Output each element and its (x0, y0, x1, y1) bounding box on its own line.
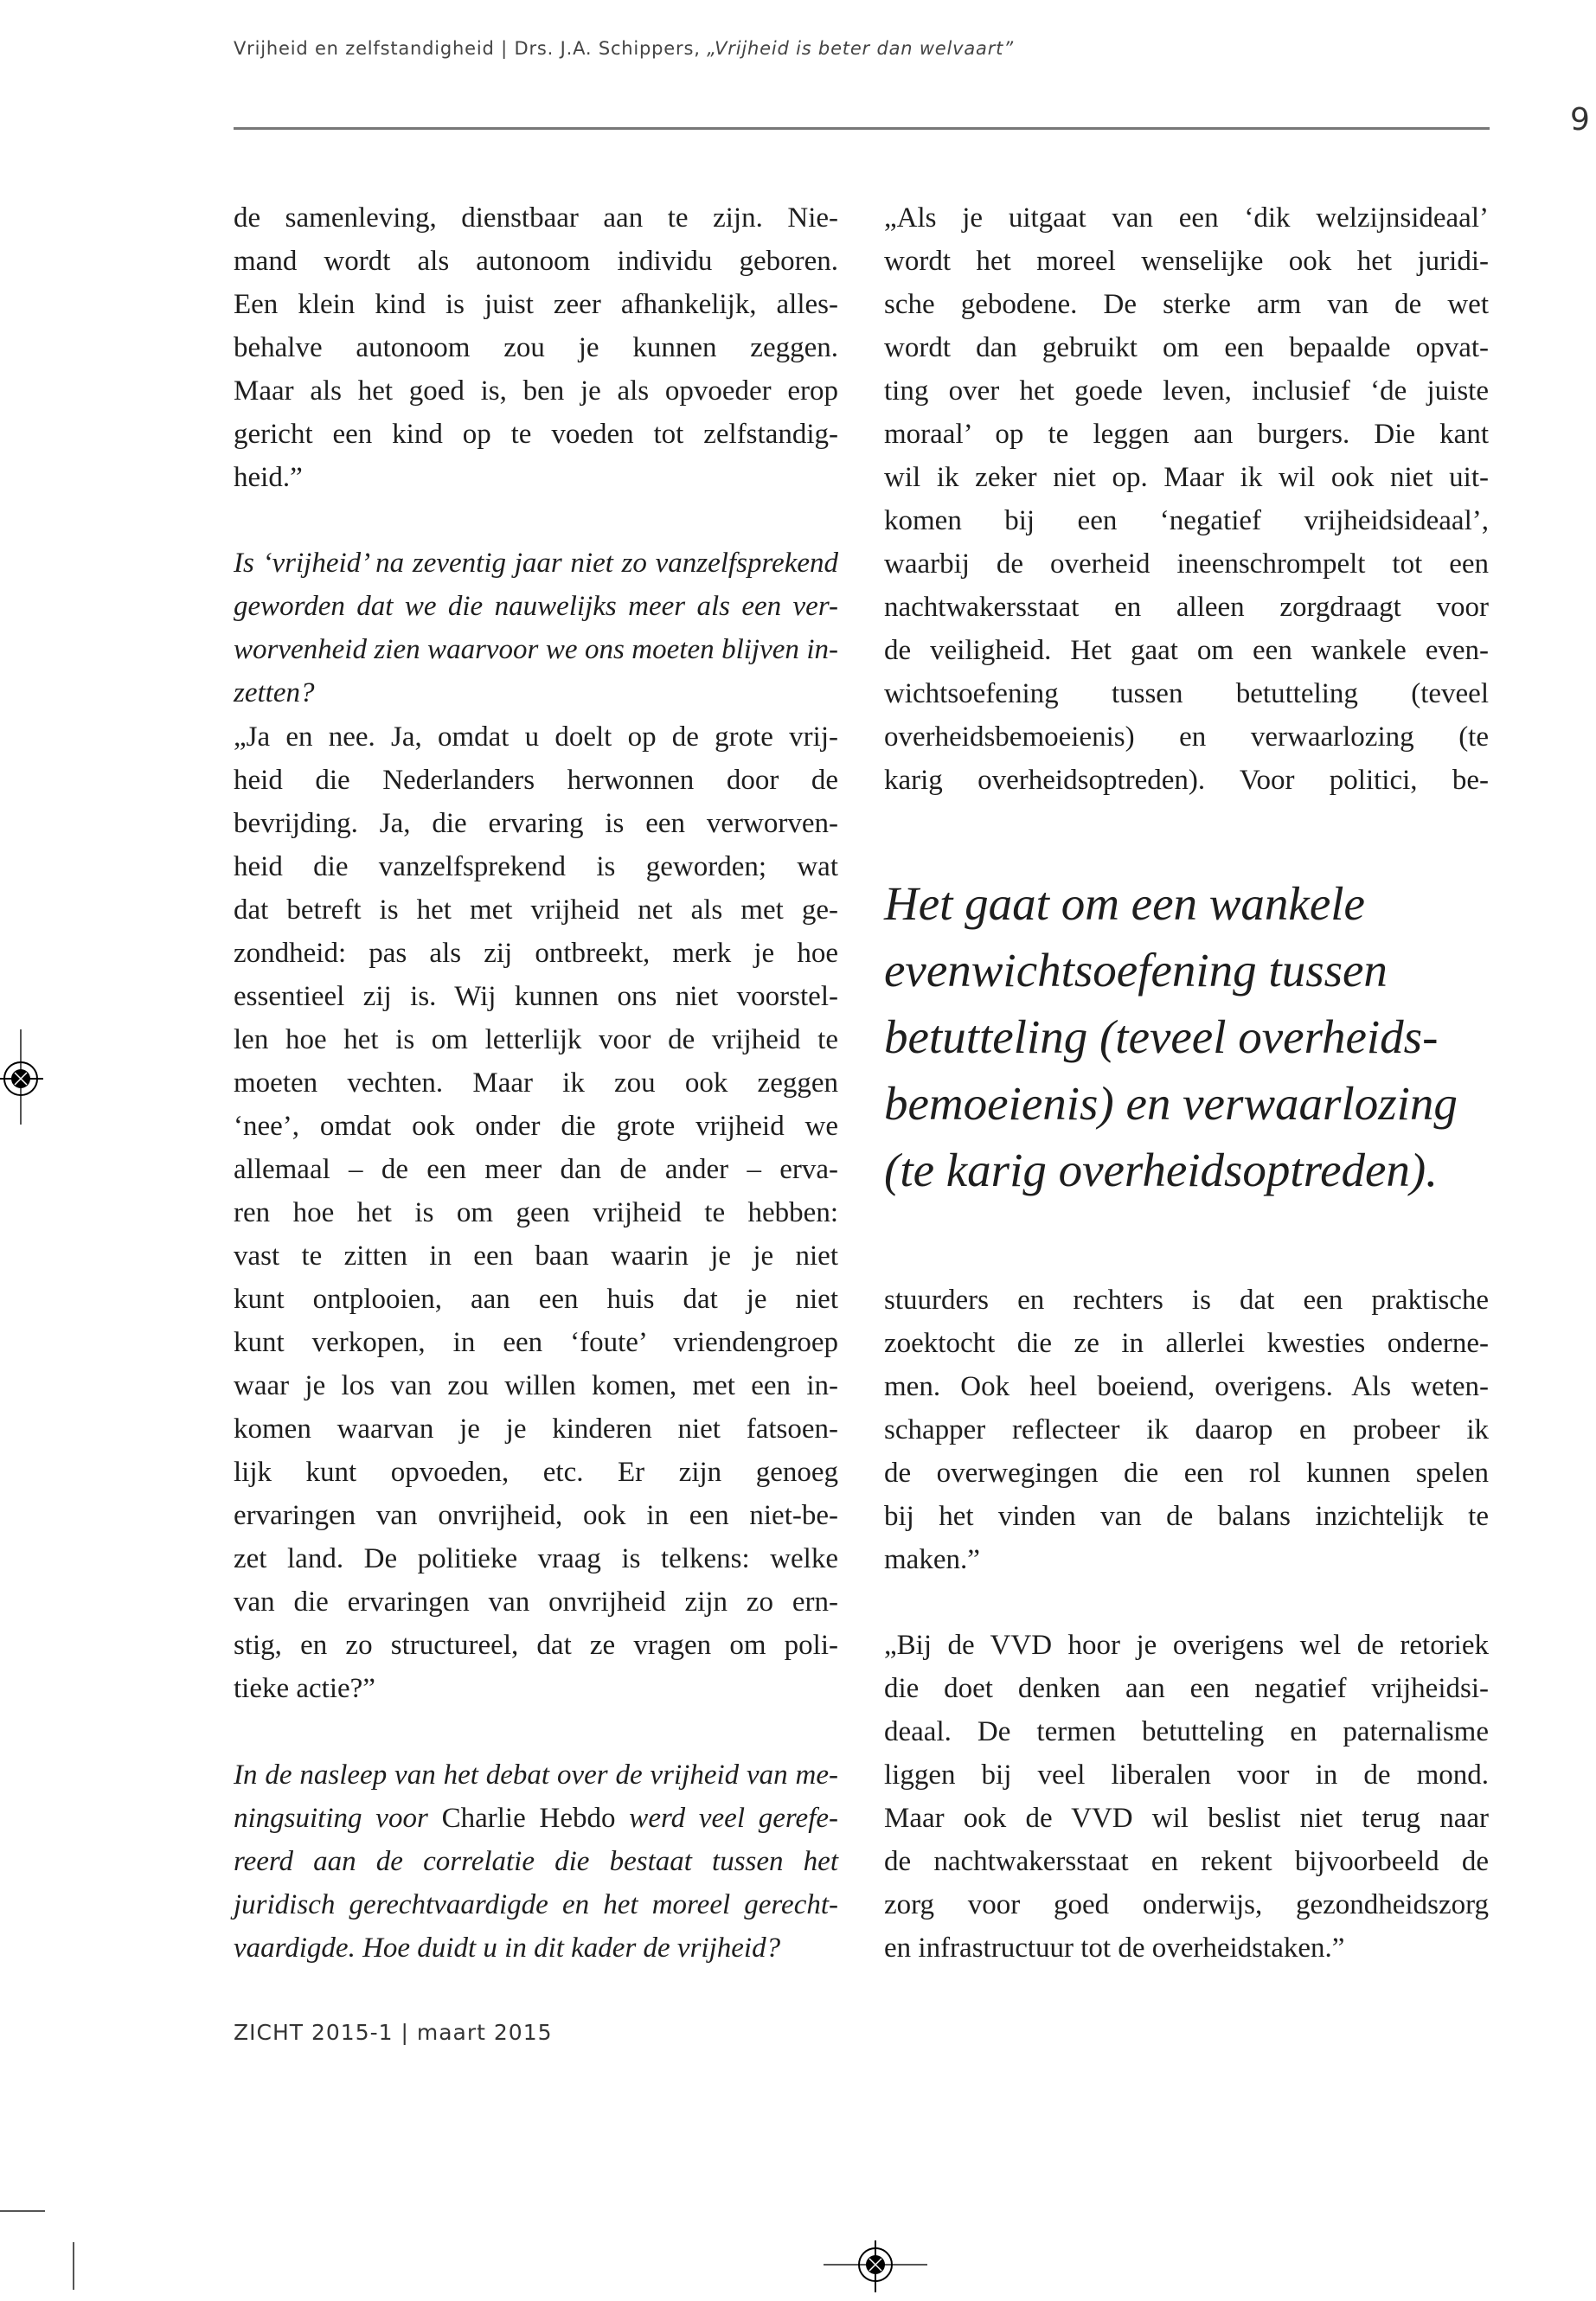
right-paragraph-2 (884, 1279, 1489, 1581)
page-footer (234, 2020, 553, 2045)
text-line: bemoeienis) en verwaarlozing (884, 1077, 1458, 1130)
text-line: de nachtwakersstaat en rekent bijvoorbeeld de (884, 1846, 1489, 1877)
page-number: 9 (1570, 102, 1590, 138)
text-line: Is ‘vrijheid’ na zeventig jaar niet zo vanzelfsprekend (234, 548, 838, 579)
issue-date: maart 2015 (416, 2020, 553, 2045)
text-line: reerd aan de correlatie die bestaat tussen het (234, 1846, 838, 1877)
interview-question-2 (234, 1753, 838, 1970)
text-segment: ningsuiting voor (234, 1803, 442, 1834)
text-line: wichtsoefening tussen betutteling (teveel (884, 678, 1489, 709)
text-line: tieke actie?” (234, 1673, 375, 1704)
pull-quote (884, 870, 1489, 1203)
interview-answer-1 (234, 715, 838, 1710)
text-line: gericht een kind op te voeden tot zelfstandig- (234, 419, 838, 450)
text-line: de samenleving, dienstbaar aan te zijn. Nie- (234, 202, 838, 234)
text-line: deaal. De termen betutteling en paternalisme (884, 1716, 1489, 1747)
text-line: zet land. De politieke vraag is telkens: welke (234, 1543, 838, 1574)
text-line: evenwichtsoefening tussen (884, 944, 1388, 997)
text-line: liggen bij veel liberalen voor in de mond. (884, 1759, 1489, 1791)
text-line: zetten? (234, 677, 315, 708)
registration-mark-bottom-icon (824, 2232, 927, 2301)
article-title: „Vrijheid is beter dan welvaart” (707, 38, 1014, 59)
text-line: ting over het goede leven, inclusief ‘de juiste (884, 375, 1489, 407)
text-line: stuurders en rechters is dat een praktische (884, 1285, 1489, 1316)
text-line: zoektocht die ze in allerlei kwesties onderne- (884, 1328, 1489, 1359)
text-line: sche gebodene. De sterke arm van de wet (884, 289, 1489, 320)
text-line: betutteling (teveel overheids- (884, 1010, 1439, 1063)
text-line: Het gaat om een wankele (884, 877, 1365, 930)
crop-mark-vertical (73, 2242, 74, 2290)
text-line: bij het vinden van de balans inzichtelijk te (884, 1501, 1489, 1532)
text-line: karig overheidsoptreden). Voor politici, be- (884, 765, 1489, 796)
text-line: maken.” (884, 1544, 980, 1575)
text-line: „Ja en nee. Ja, omdat u doelt op de grote vrij- (234, 721, 838, 753)
author: Drs. J.A. Schippers, (514, 38, 701, 59)
text-line: zondheid: pas als zij ontbreekt, merk je hoe (234, 938, 838, 969)
text-line: komen waarvan je je kinderen niet fatsoen- (234, 1413, 838, 1445)
separator: | (501, 38, 509, 59)
publication-name: Charlie Hebdo (441, 1803, 616, 1834)
text-line: ervaringen van onvrijheid, ook in een niet-be- (234, 1500, 838, 1531)
text-line: vast te zitten in een baan waarin je je niet (234, 1240, 838, 1272)
text-line: schapper reflecteer ik daarop en probeer ik (884, 1414, 1489, 1445)
right-paragraph-3 (884, 1624, 1489, 1970)
text-line: juridisch gerechtvaardigde en het moreel gerecht- (234, 1889, 838, 1920)
crop-mark-horizontal (0, 2210, 45, 2212)
text-line: In de nasleep van het debat over de vrijheid van me- (234, 1759, 838, 1791)
text-line: heid.” (234, 462, 303, 493)
text-line: Maar als het goed is, ben je als opvoeder erop (234, 375, 838, 407)
text-line: behalve autonoom zou je kunnen zeggen. (234, 332, 838, 363)
running-head (234, 38, 1014, 59)
text-line: geworden dat we die nauwelijks meer als een ver- (234, 591, 838, 622)
text-line: bevrijding. Ja, die ervaring is een verworven- (234, 808, 838, 839)
text-line: moraal’ op te leggen aan burgers. Die kant (884, 419, 1489, 450)
text-line: Een klein kind is juist zeer afhankelijk, alles- (234, 289, 838, 320)
text-line: mand wordt als autonoom individu geboren. (234, 246, 838, 277)
text-line: en infrastructuur tot de overheidstaken.” (884, 1932, 1345, 1964)
text-line: komen bij een ‘negatief vrijheidsideaal’, (884, 505, 1489, 536)
text-line: overheidsbemoeienis) en verwaarlozing (te (884, 721, 1489, 753)
text-line: moeten vechten. Maar ik zou ook zeggen (234, 1067, 838, 1099)
text-line: kunt verkopen, in een ‘foute’ vriendengroep (234, 1327, 838, 1358)
journal-issue: ZICHT 2015-1 (234, 2020, 394, 2045)
text-line: (te karig overheidsoptreden). (884, 1144, 1438, 1196)
text-line: lijk kunt opvoeden, etc. Er zijn genoeg (234, 1457, 838, 1488)
text-line: allemaal – de een meer dan de ander – erva- (234, 1154, 838, 1185)
text-line: stig, en zo structureel, dat ze vragen om poli- (234, 1630, 838, 1661)
text-line: wordt het moreel wenselijke ook het juridi- (884, 246, 1489, 277)
text-line: len hoe het is om letterlijk voor de vrijheid te (234, 1024, 838, 1055)
text-line: „Als je uitgaat van een ‘dik welzijnsideaal’ (884, 202, 1489, 234)
text-line: heid die vanzelfsprekend is geworden; wat (234, 851, 838, 882)
text-line: die doet denken aan een negatief vrijheidsi- (884, 1673, 1489, 1704)
text-line: heid die Nederlanders herwonnen door de (234, 765, 838, 796)
right-paragraph-1 (884, 196, 1489, 802)
text-line: de veiligheid. Het gaat om een wankele even- (884, 635, 1489, 666)
text-line: wordt dan gebruikt om een bepaalde opvat- (884, 332, 1489, 363)
text-line: men. Ook heel boeiend, overigens. Als weten- (884, 1371, 1489, 1402)
text-line: waar je los van zou willen komen, met een in- (234, 1370, 838, 1401)
header-rule (234, 127, 1490, 130)
text-line: nachtwakersstaat en alleen zorgdraagt voor (884, 592, 1489, 623)
text-line: de overwegingen die een rol kunnen spelen (884, 1458, 1489, 1489)
text-line: „Bij de VVD hoor je overigens wel de retoriek (884, 1630, 1489, 1661)
text-segment: werd veel gerefe- (615, 1803, 838, 1834)
text-line: ‘nee’, omdat ook onder die grote vrijheid we (234, 1111, 838, 1142)
text-line: ren hoe het is om geen vrijheid te hebben: (234, 1197, 838, 1228)
text-line: Maar ook de VVD wil beslist niet terug naar (884, 1803, 1489, 1834)
text-line: vaardigde. Hoe duidt u in dit kader de vrijheid? (234, 1932, 781, 1964)
left-paragraph-1 (234, 196, 838, 499)
text-line: wil ik zeker niet op. Maar ik wil ook niet uit- (884, 462, 1489, 493)
text-line (234, 1797, 838, 1840)
text-line: kunt ontplooien, aan een huis dat je niet (234, 1284, 838, 1315)
text-line: waarbij de overheid ineenschrompelt tot een (884, 548, 1489, 580)
footer-separator: | (401, 2020, 409, 2045)
text-line: essentieel zij is. Wij kunnen ons niet voorstel- (234, 981, 838, 1012)
section-title: Vrijheid en zelfstandigheid (234, 38, 495, 59)
text-line: van die ervaringen van onvrijheid zijn zo ern- (234, 1586, 838, 1618)
text-line: worvenheid zien waarvoor we ons moeten blijven in- (234, 634, 838, 665)
registration-mark-left-icon (0, 1029, 52, 1133)
text-line: zorg voor goed onderwijs, gezondheidszorg (884, 1889, 1489, 1920)
text-line: dat betreft is het met vrijheid net als met ge- (234, 894, 838, 926)
interview-question-1 (234, 542, 838, 715)
